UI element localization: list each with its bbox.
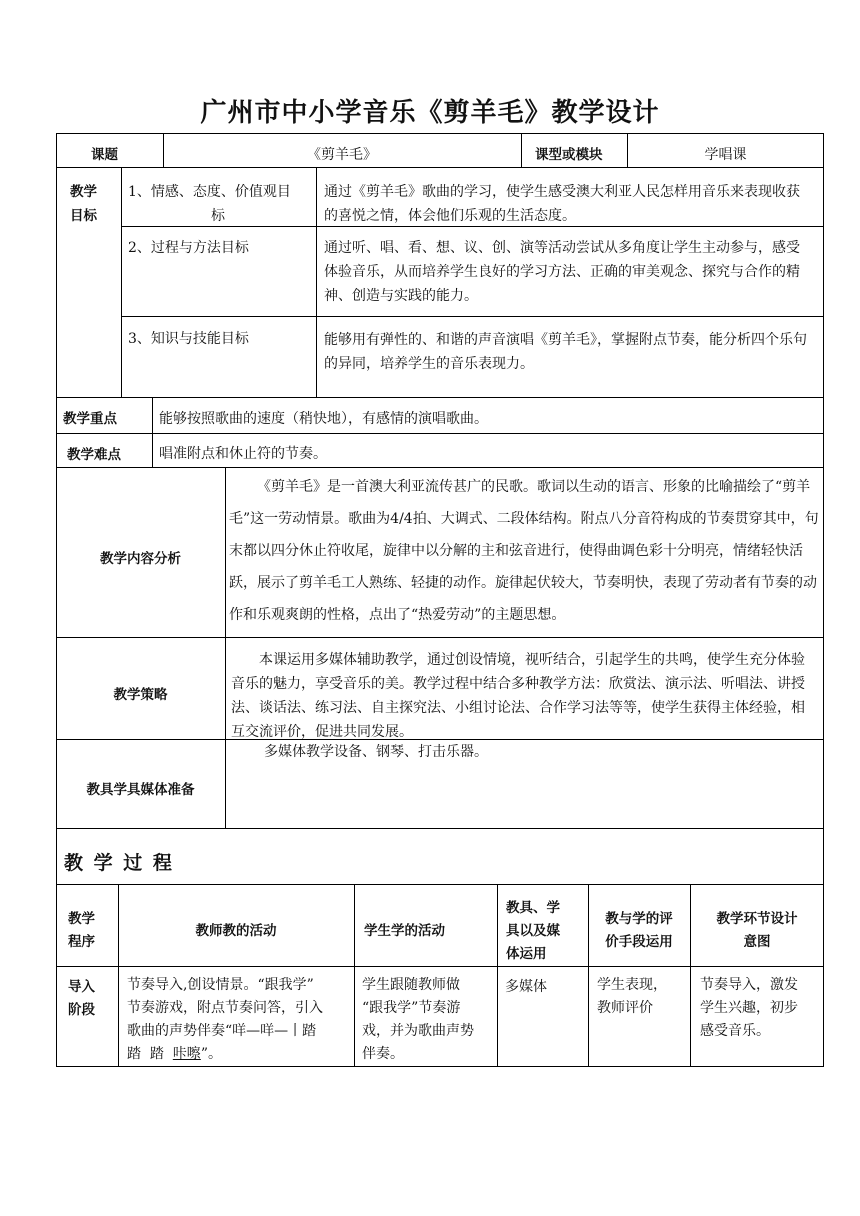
lesson-type-value: 学唱课 <box>704 147 747 163</box>
header-media: 教具、学 具以及媒 体运用 <box>506 900 560 962</box>
goals-label: 教学 目标 <box>70 184 97 224</box>
key-point-label: 教学重点 <box>63 411 117 427</box>
topic-value: 《剪羊毛》 <box>307 147 377 163</box>
goal-1-text: 通过《剪羊毛》歌曲的学习，使学生感受澳大利亚人民怎样用音乐来表现收获的喜悦之情，体会他们乐观的生活态度。 <box>324 184 800 224</box>
process-title: 教 学 过 程 <box>64 852 174 874</box>
goal-1-name: 1、情感、态度、价值观目 标 <box>128 184 291 224</box>
materials-label: 教具学具媒体准备 <box>86 782 195 798</box>
header-student-activity: 学生学的活动 <box>364 923 445 939</box>
topic-label: 课题 <box>91 147 118 163</box>
difficulty-text: 唱准附点和休止符的节奏。 <box>159 446 327 462</box>
goal-2-text: 通过听、唱、看、想、议、创、演等活动尝试从多角度让学生主动参与，感受体验音乐，从而培养学生良好的学习方法、正确的审美观念、探究与合作的精神、创造与实践的能力。 <box>324 240 800 304</box>
lesson-type-label: 课型或模块 <box>535 147 603 163</box>
goal-3-name: 3、知识与技能目标 <box>128 331 249 347</box>
analysis-text: 《剪羊毛》是一首澳大利亚流传甚广的民歌。歌词以生动的语言、形象的比喻描绘了“剪羊毛”这一劳动情景。歌曲为4/4拍、大调式、二段体结构。附点八分音符构成的节奏贯穿其中，句末都以四分休止符收尾，旋律中以分解的主和弦音进行，使得曲调色彩十分明亮，情绪轻快活跃，展示了剪羊毛工人熟练、轻捷的动作。旋律起伏较大，节奏明快，表现了劳动者有节奏的动作和乐观爽朗的性格，点出了“热爱劳动”的主题思想。 <box>229 479 819 623</box>
materials-text: 多媒体教学设备、钢琴、打击乐器。 <box>264 744 488 760</box>
design-intent-intro: 节奏导入，激发 学生兴趣，初步 感受音乐。 <box>700 977 798 1039</box>
evaluation-intro: 学生表现， 教师评价 <box>597 977 667 1016</box>
difficulty-label: 教学难点 <box>67 447 121 463</box>
header-design-intent: 教学环节设计 意图 <box>716 911 798 950</box>
student-activity-intro: 学生跟随教师做 “跟我学”节奏游 戏，并为歌曲声势 伴奏。 <box>362 977 474 1062</box>
header-stage: 教学 程序 <box>68 911 95 950</box>
goal-3-text: 能够用有弹性的、和谐的声音演唱《剪羊毛》，掌握附点节奏，能分析四个乐句的异同，培养学生的音乐表现力。 <box>324 332 807 372</box>
goal-2-name: 2、过程与方法目标 <box>128 240 249 256</box>
analysis-label: 教学内容分析 <box>100 551 181 567</box>
key-point-text: 能够按照歌曲的速度（稍快地），有感情的演唱歌曲。 <box>159 411 488 427</box>
teacher-activity-intro: 节奏导入,创设情景。“跟我学” 节奏游戏，附点节奏问答，引入 歌曲的声势伴奏“咩—咩—丨踏 踏 踏 咔嚓”。 <box>127 977 323 1062</box>
strategy-text: 本课运用多媒体辅助教学，通过创设情境，视听结合，引起学生的共鸣，使学生充分体验音乐的魅力，享受音乐的美。教学过程中结合多种教学方法：欣赏法、演示法、听唱法、讲授法、谈话法、练习法、自主探究法、小组讨论法、合作学习法等等，使学生获得主体经验，相互交流评价，促进共同发展。 <box>231 652 805 740</box>
document-title: 广州市中小学音乐《剪羊毛》教学设计 <box>200 98 660 128</box>
media-intro: 多媒体 <box>505 979 547 995</box>
strategy-label: 教学策略 <box>113 687 168 703</box>
header-evaluation: 教与学的评 价手段运用 <box>605 911 673 950</box>
stage-intro: 导入 阶段 <box>68 979 95 1018</box>
header-teacher-activity: 教师教的活动 <box>195 923 277 939</box>
